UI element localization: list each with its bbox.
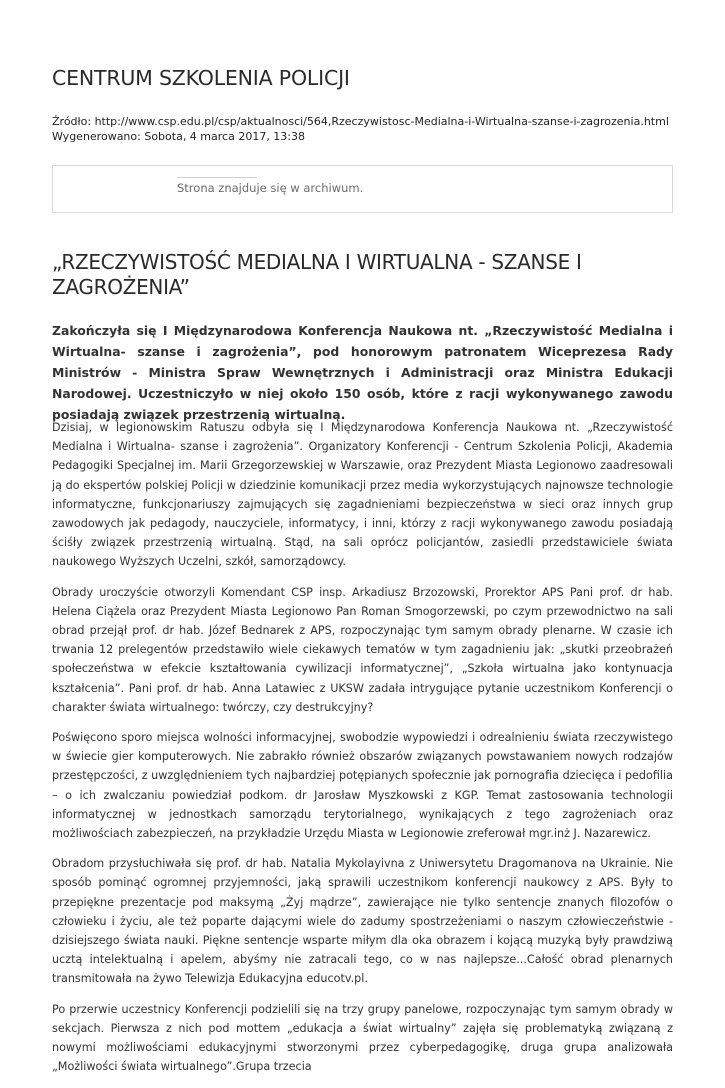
article-body (52, 418, 673, 1088)
site-title: CENTRUM SZKOLENIA POLICJI (52, 66, 350, 90)
archive-divider (177, 177, 257, 178)
article-lead: Zakończyła się I Międzynarodowa Konferencja Naukowa nt. „Rzeczywistość Medialna i Wirtualna- szanse i zagrożenia”, pod honorowym patronatem Wiceprezesa Rady Ministrów - Ministra Spraw Wewnętrznych i Administracji oraz Ministra Edukacji Narodowej. Uczestniczyło w niej około 150 osób, które z racji wykonywanego zawodu posiadają związek przestrzenią wirtualną. (52, 323, 673, 422)
generated-line: Wygenerowano: Sobota, 4 marca 2017, 13:38 (52, 130, 306, 143)
article-paragraph: Obrady uroczyście otworzyli Komendant CSP insp. Arkadiusz Brzozowski, Prorektor APS Pani prof. dr hab. Helena Ciążela oraz Prezydent Miasta Legionowo Pan Roman Smogorzewski, po czym przewodnictwo na sali obrad przejął prof. dr hab. Józef Bednarek z APS, rozpoczynając tym samym obrady plenarne. W czasie ich trwania 12 prelegentów przedstawiło wiele ciekawych tematów w tym zagadnieniu jak: „skutki przeobrażeń społeczeństwa w efekcie kształtowania cywilizacji informatycznej”, „Szkoła wirtualna jako kontynuacja kształcenia”. Pani prof. dr hab. Anna Latawiec z UKSW zadała intrygujące pytanie uczestnikom Konferencji o charakter świata wirtualnego: twórczy, czy destrukcyjny? (52, 585, 673, 714)
archive-notice (52, 165, 673, 213)
article-paragraph: Po przerwie uczestnicy Konferencji podzielili się na trzy grupy panelowe, rozpoczynając tym samym obrady w sekcjach. Pierwsza z nich pod mottem „edukacja a świat wirtualny” zajęła się problematyką związaną z nowymi możliwościami edukacyjnymi stworzonymi przez cyberpedagogikę, druga grupa analizowała „Możliwości świata wirtualnego”.Grupa trzecia (52, 1002, 673, 1074)
article-paragraph: Poświęcono sporo miejsca wolności informacyjnej, swobodzie wypowiedzi i odrealnieniu świata rzeczywistego w świecie gier komputerowych. Nie zabrakło również obszarów związanych powstawaniem nowych rodzajów przestępczości, z uwzględnieniem tych najbardziej potępianych społecznie jak pornografia dziecięca i pedofilia – o ich zwalczaniu powiedział podkom. dr Jarosław Myszkowski z KGP. Temat zastosowania technologii informatycznej w jednostkach samorządu terytorialnego, wynikających z tego zagrożeniach oraz możliwościach zabezpieczeń, na przykładzie Urzędu Miasta w Legionowie zreferował mgr.inż J. Nazarewicz. (52, 731, 673, 841)
article-title: „RZECZYWISTOŚĆ MEDIALNA I WIRTUALNA - SZANSE I ZAGROŻENIA” (52, 250, 582, 299)
archive-notice-text: Strona znajduje się w archiwum. (177, 181, 364, 195)
article-paragraph: Dzisiaj, w legionowskim Ratuszu odbyła się I Międzynarodowa Konferencja Naukowa nt. „Rzeczywistość Medialna i Wirtualna- szanse i zagrożenia”. Organizatory Konferencji - Centrum Szkolenia Policji, Akademia Pedagogiki Specjalnej im. Marii Grzegorzewskiej w Warszawie, oraz Prezydent Miasta Legionowo zaadresowali ją do ekspertów polskiej Policji w dziedzinie komunikacji przez media wykorzystujących najnowsze technologie informatyczne, funkcjonariuszy zajmujących się zagadnieniami bezpieczeństwa w sieci oraz innych grup zawodowych jak pedagody, nauczyciele, informatycy, i inni, którzy z racji wykonywanego zawodu posiadają ściśły związek przestrzenią wirtualną. Stąd, na sali oprócz policjantów, zasiedli przedstawiciele świata naukowego Wyższych Uczelni, szkół, samorządowcy. (52, 421, 673, 569)
source-line: Źródło: http://www.csp.edu.pl/csp/aktualnosci/564,Rzeczywistosc-Medialna-i-Wirtualna-szanse-i-zagrozenia.html (52, 115, 669, 128)
article-paragraph: Obradom przysłuchiwała się prof. dr hab. Natalia Mykolayivna z Uniwersytetu Dragomanova na Ukrainie. Nie sposób pominąć ogromnej przyjemności, jaką sprawili uczestnikom konferencji naukowcy z APS. Były to przepiękne prezentacje pod maksymą „Żyj mądrze”, zawierające nie tylko sentencje znanych filozofów o człowieku i życiu, ale też poparte dającymi wiele do zadumy spostrzeżeniami o naszym człowieczeństwie - dzisiejszego świata nauki. Piękne sentencje wsparte miłym dla oka obrazem i kojącą muzyką były prawdziwą ucztą intelektualną i apelem, abyśmy nie zatracali tego, co w nas najlepsze...Całość obrad plenarnych transmitowała na żywo Telewizja Edukacyjna educotv.pl. (52, 857, 673, 986)
document-meta (52, 114, 669, 144)
